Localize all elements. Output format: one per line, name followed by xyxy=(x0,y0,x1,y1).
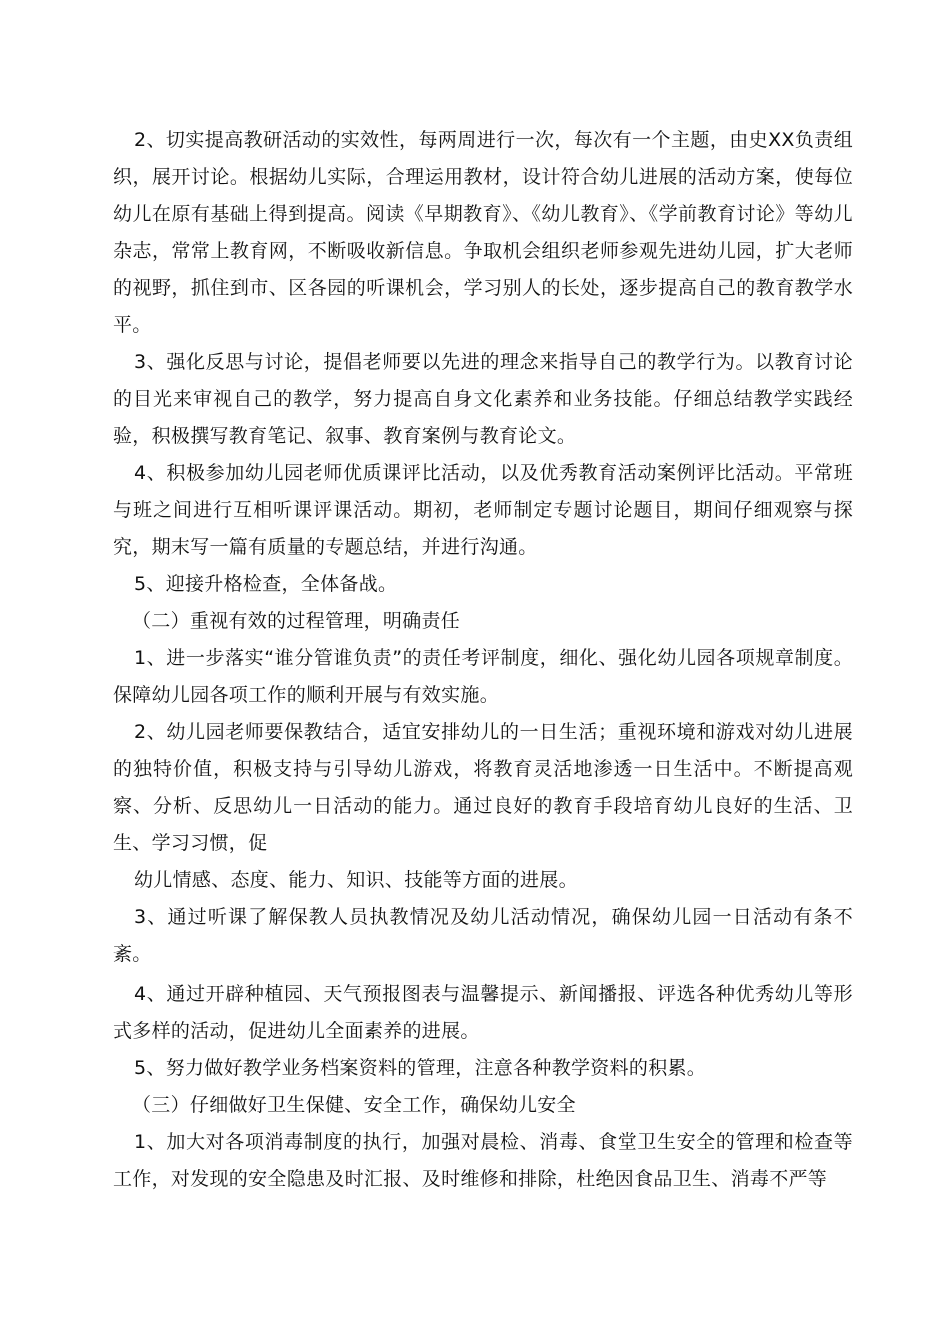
paragraph-continuation: 幼儿情感、态度、能力、知识、技能等方面的进展。 xyxy=(134,869,578,891)
paragraph-upgrade-inspection: 5、迎接升格检查，全体备战。 xyxy=(134,573,398,595)
section-heading-process-management: （二）重视有效的过程管理，明确责任 xyxy=(132,610,461,632)
paragraph-care-education: 2、幼儿园老师要保教结合，适宜安排幼儿的一日生活；重视环境和游戏对幼儿进展的独特价值，积极支持与引导幼儿游戏，将教育灵活地渗透一日生活中。不断提高观察、分析、反思幼儿一日活动的能力。通过良好的教育手段培育幼儿良好的生活、卫生、学习习惯，促 xyxy=(113,721,853,854)
section-heading-health-safety: （三）仔细做好卫生保健、安全工作，确保幼儿安全 xyxy=(132,1094,576,1116)
paragraph-lesson-observation: 3、通过听课了解保教人员执教情况及幼儿活动情况，确保幼儿园一日活动有条不紊。 xyxy=(113,906,853,965)
paragraph-teaching-research: 2、切实提高教研活动的实效性，每两周进行一次，每次有一个主题，由史XX负责组织，展开讨论。根据幼儿实际，合理运用教材，设计符合幼儿进展的活动方案，使每位幼儿在原有基础上得到提高。阅读《早期教育》、《幼儿教育》、《学前教育讨论》等幼儿杂志，常常上教育网，不断吸收新信息。争取机会组织老师参观先进幼儿园，扩大老师的视野，抓住到市、区各园的听课机会，学习别人的长处，逐步提高自己的教育教学水平。 xyxy=(113,129,853,336)
paragraph-reflection: 3、强化反思与讨论，提倡老师要以先进的理念来指导自己的教学行为。以教育讨论的目光来审视自己的教学，努力提高自身文化素养和业务技能。仔细总结教学实践经验，积极撰写教育笔记、叙事、教育案例与教育论文。 xyxy=(113,351,853,447)
paragraph-archives: 5、努力做好教学业务档案资料的管理，注意各种教学资料的积累。 xyxy=(134,1057,707,1079)
paragraph-responsibility: 1、进一步落实“谁分管谁负责”的责任考评制度，细化、强化幼儿园各项规章制度。保障幼儿园各项工作的顺利开展与有效实施。 xyxy=(113,647,853,706)
paragraph-disinfection: 1、加大对各项消毒制度的执行，加强对晨检、消毒、食堂卫生安全的管理和检查等工作，对发现的安全隐患及时汇报、及时维修和排除，杜绝因食品卫生、消毒不严等 xyxy=(113,1131,853,1190)
paragraph-quality-lesson: 4、积极参加幼儿园老师优质课评比活动，以及优秀教育活动案例评比活动。平常班与班之间进行互相听课评课活动。期初，老师制定专题讨论题目，期间仔细观察与探究，期末写一篇有质量的专题总结，并进行沟通。 xyxy=(113,462,853,558)
paragraph-planting-garden: 4、通过开辟种植园、天气预报图表与温馨提示、新闻播报、评选各种优秀幼儿等形式多样的活动，促进幼儿全面素养的进展。 xyxy=(113,983,853,1042)
